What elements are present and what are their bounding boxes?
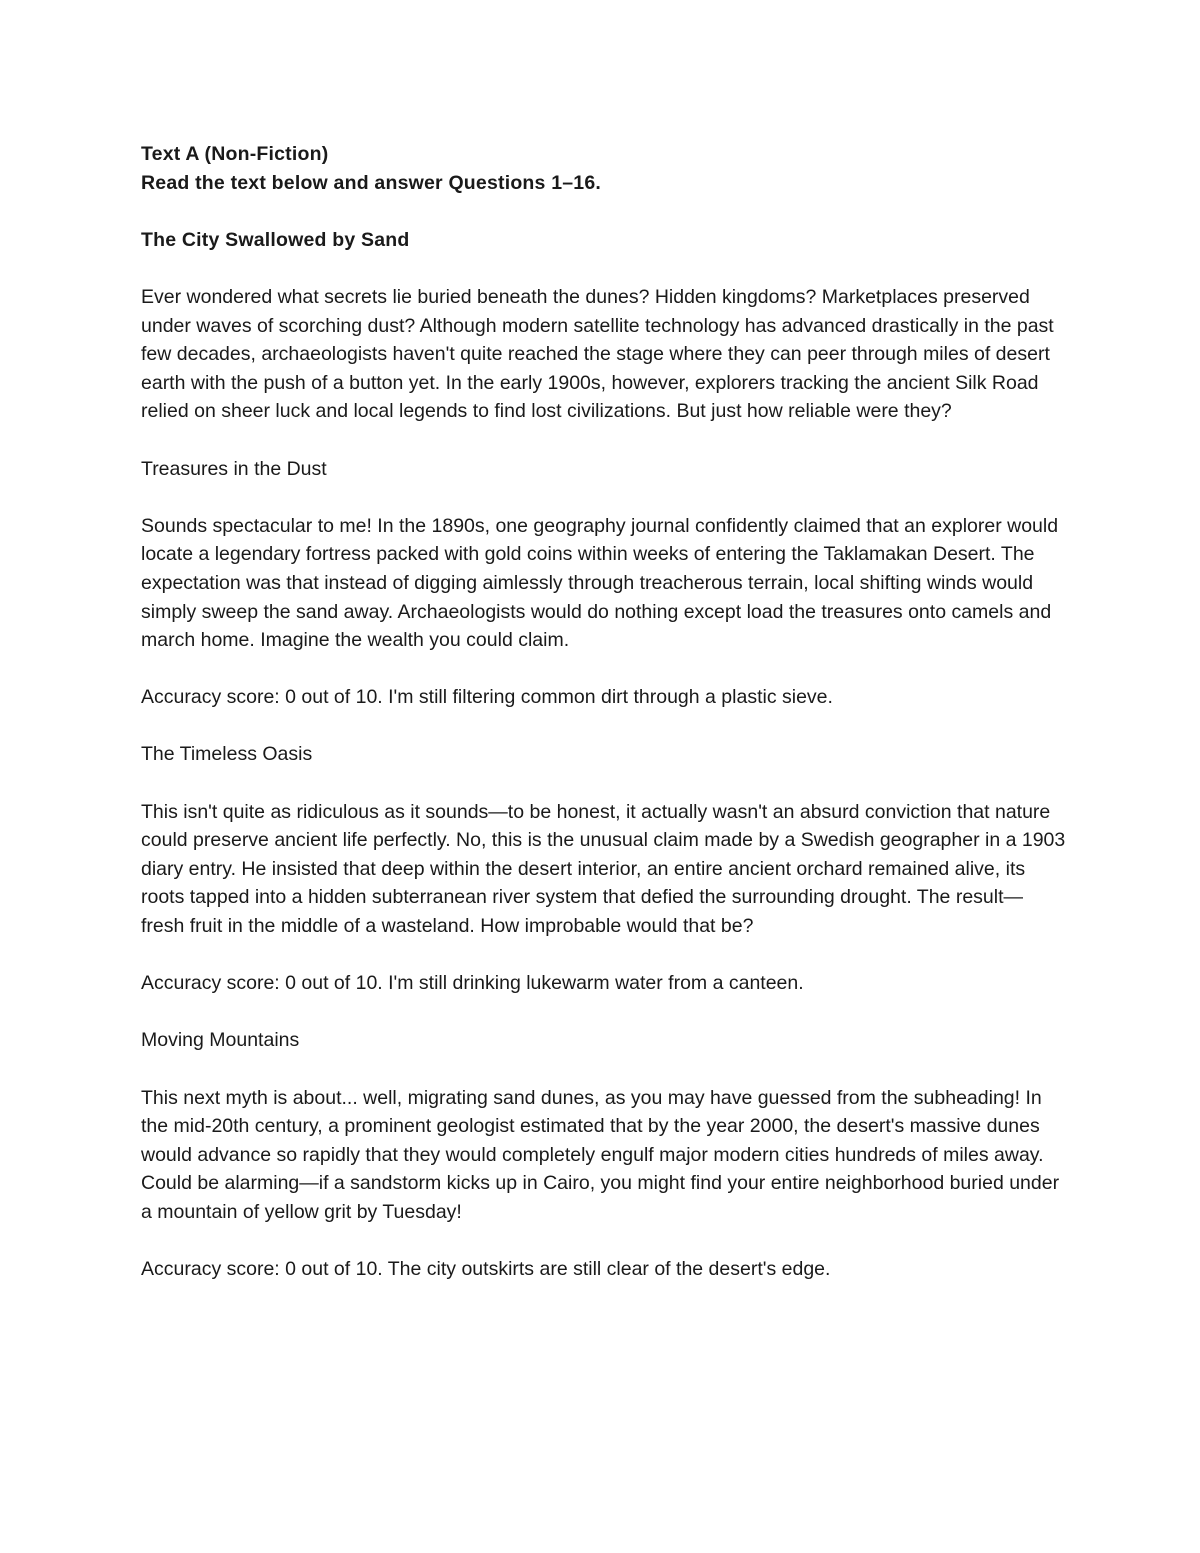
spacer (141, 483, 1066, 512)
article-title: The City Swallowed by Sand (141, 228, 410, 251)
section-body: Sounds spectacular to me! In the 1890s, one geography journal confidently claimed that an explorer would locate a legendary fortress packed with gold coins within weeks of entering the Taklamakan Desert. The expectation was that instead of digging aimlessly through treacherous terrain, local shifting winds would simply sweep the sand away. Archaeologists would do nothing except load the treasures onto camels and march home. Imagine the wealth you could claim. (141, 514, 1059, 652)
spacer (141, 426, 1066, 455)
section-heading: Moving Mountains (141, 1029, 300, 1052)
accuracy-score: Accuracy score: 0 out of 10. I'm still filtering common dirt through a plastic sieve. (141, 686, 833, 709)
text-label: Text A (Non-Fiction) (141, 143, 329, 165)
intro-paragraph: Ever wondered what secrets lie buried beneath the dunes? Hidden kingdoms? Marketplaces preserved under waves of scorching dust? Although modern satellite technology has advanced drastically in the past few decades, archaeologists haven't quite reached the stage where they can peer through miles of desert earth with the push of a button yet. In the early 1900s, however, explorers tracking the ancient Silk Road relied on sheer luck and local legends to find lost civilizations. But just how reliable were they? (141, 285, 1054, 423)
spacer (141, 712, 1066, 741)
section-heading: Treasures in the Dust (141, 457, 327, 480)
spacer (141, 254, 1066, 283)
spacer (141, 769, 1066, 798)
section-heading: The Timeless Oasis (141, 743, 313, 766)
spacer (141, 1227, 1066, 1256)
spacer (141, 998, 1066, 1027)
spacer (141, 655, 1066, 684)
spacer (141, 197, 1066, 226)
spacer (141, 1055, 1066, 1084)
accuracy-score: Accuracy score: 0 out of 10. I'm still drinking lukewarm water from a canteen. (141, 972, 804, 995)
section-body: This next myth is about... well, migrating sand dunes, as you may have guessed from the subheading! In the mid-20th century, a prominent geologist estimated that by the year 2000, the desert's massive dunes would advance so rapidly that they would completely engulf major modern cities hundreds of miles away. Could be alarming—if a sandstorm kicks up in Cairo, you might find your entire neighborhood buried under a mountain of yellow grit by Tuesday! (141, 1086, 1060, 1223)
section-body: This isn't quite as ridiculous as it sounds—to be honest, it actually wasn't an absurd conviction that nature could preserve ancient life perfectly. No, this is the unusual claim made by a Swedish geographer in a 1903 diary entry. He insisted that deep within the desert interior, an entire ancient orchard remained alive, its roots tapped into a hidden subterranean river system that defied the surrounding drought. The result—fresh fruit in the middle of a wasteland. How improbable would that be? (141, 800, 1066, 938)
instruction: Read the text below and answer Questions 1–16. (141, 171, 602, 194)
accuracy-score: Accuracy score: 0 out of 10. The city outskirts are still clear of the desert's edge. (141, 1258, 831, 1281)
document-content (141, 140, 1066, 1284)
spacer (141, 941, 1066, 970)
